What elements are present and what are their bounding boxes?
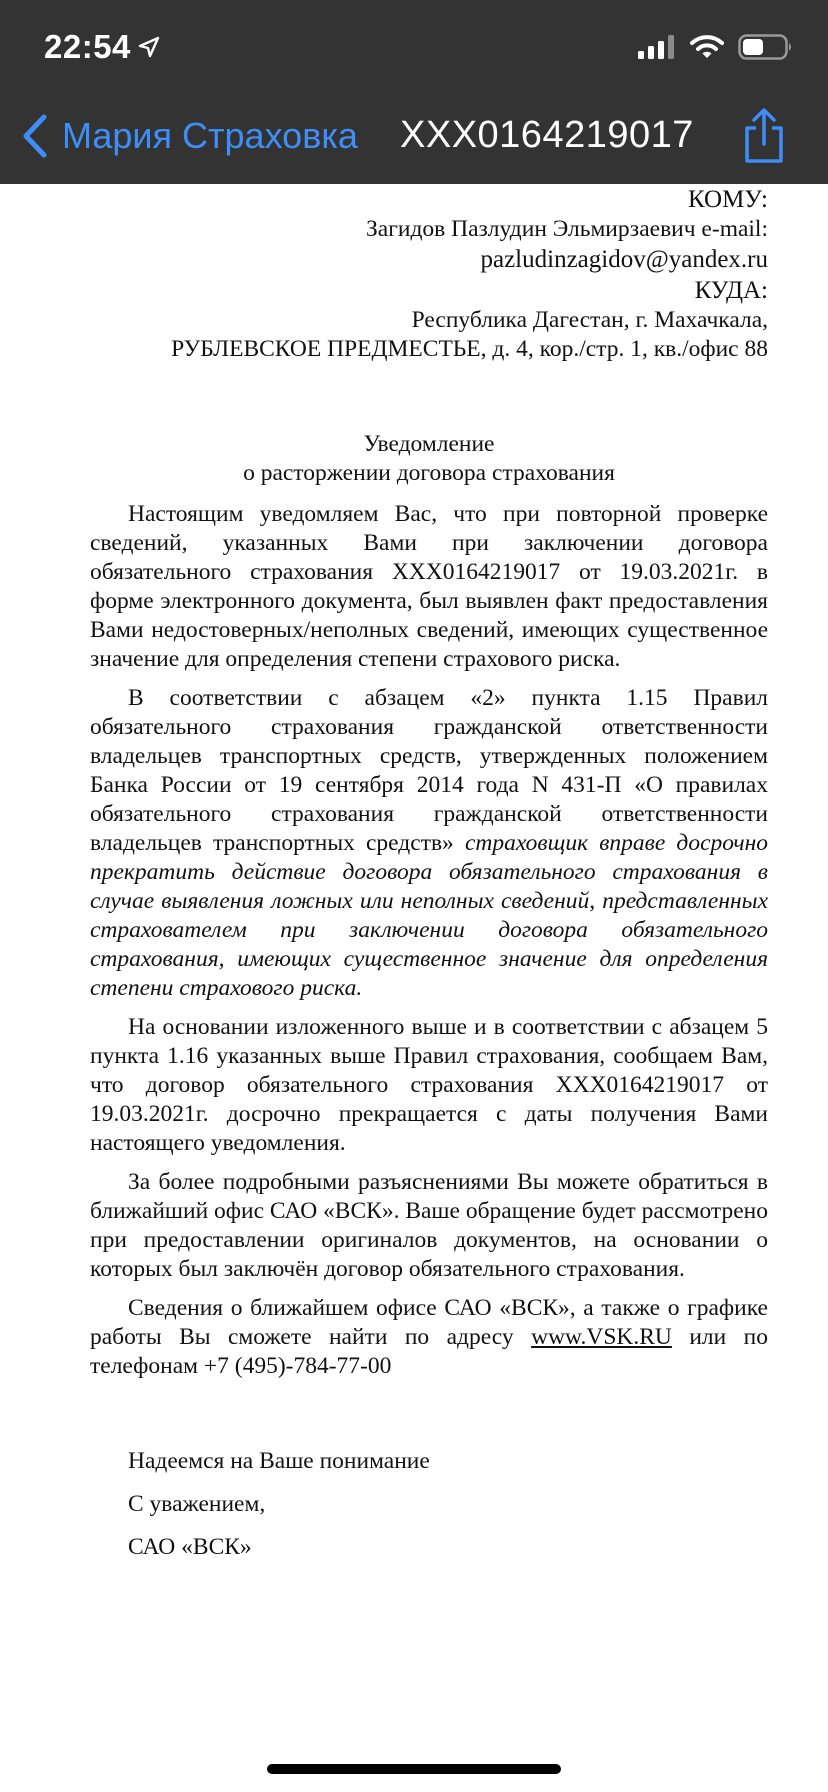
share-button[interactable] xyxy=(742,108,786,169)
back-button-label: Мария Страховка xyxy=(62,115,358,156)
back-button[interactable] xyxy=(22,114,358,158)
paragraph-2-italic: страховщик вправе досрочно прекратить действие договора обязательного страхования в случае выявления ложных или неполных сведений, представленных страхователем при заключении договора обязательного страхования, имеющих существенное значение для определения степени страхового риска. xyxy=(90,830,769,1001)
location-arrow-icon xyxy=(137,35,161,59)
home-indicator[interactable] xyxy=(267,1764,561,1774)
paragraph-2-text: В соответствии с абзацем «2» пункта 1.15 Правил обязательного страхования гражданской ответственности владельцев транспортных средств, утвержденных положением Банка России от 19 сентября 2014 года N 431-П «О правилах обязательного страхования гражданской ответственности владельцев транспортных средств» xyxy=(90,685,768,856)
status-time-text: 22:54 xyxy=(44,28,131,65)
top-bar xyxy=(0,0,828,184)
wifi-icon xyxy=(690,34,724,60)
document-body xyxy=(90,184,768,1576)
closing-signature: САО «ВСК» xyxy=(128,1534,252,1560)
cellular-signal-icon xyxy=(638,35,676,59)
address-line-2: РУБЛЕВСКОЕ ПРЕДМЕСТЬЕ, д. 4, кор./стр. 1, кв./офис 88 xyxy=(171,336,768,362)
closing-block xyxy=(90,1447,768,1562)
recipient-block xyxy=(90,184,768,364)
chevron-left-icon xyxy=(22,114,48,158)
to-label: КОМУ: xyxy=(687,186,768,213)
notice-title-line-2: о расторжении договора страхования xyxy=(243,460,615,486)
navigation-bar xyxy=(0,100,828,180)
where-label: КУДА: xyxy=(694,277,768,304)
paragraph-3: На основании изложенного выше и в соответствии с абзацем 5 пункта 1.16 указанных выше Правил страхования, сообщаем Вам, что договор обязательного страхования XXX0164219017 от 19.03.2021г. досрочно прекращается с даты получения Вами настоящего уведомления. xyxy=(90,1014,768,1156)
paragraph-5-phone: или по телефонам +7 (495)-784-77-00 xyxy=(90,1324,768,1379)
share-icon xyxy=(742,108,786,164)
status-time xyxy=(44,28,161,66)
paragraph-5-text: Сведения о ближайшем офисе САО «ВСК», а также о графике работы Вы сможете найти по адресу xyxy=(90,1295,768,1350)
notice-title xyxy=(90,430,768,488)
recipient-name: Загидов Пазлудин Эльмирзаевич e-mail: xyxy=(366,216,768,242)
paragraph-5 xyxy=(90,1294,768,1381)
status-indicators xyxy=(638,34,794,60)
battery-icon xyxy=(738,34,794,60)
closing-line-2: С уважением, xyxy=(128,1491,266,1517)
paragraph-1: Настоящим уведомляем Вас, что при повторной проверке сведений, указанных Вами при заключении договора обязательного страхования XXX0164219017 от 19.03.2021г. в форме электронного документа, был выявлен факт предоставления Вами недостоверных/неполных сведений, имеющих существенное значение для определения степени страхового риска. xyxy=(90,501,768,672)
recipient-email[interactable]: pazludinzagidov@yandex.ru xyxy=(480,246,768,273)
notice-title-line-1: Уведомление xyxy=(363,431,495,457)
vsk-website-link[interactable]: www.VSK.RU xyxy=(531,1324,672,1350)
address-line-1: Республика Дагестан, г. Махачкала, xyxy=(411,307,768,333)
paragraph-4: За более подробными разъяснениями Вы можете обратиться в ближайший офис САО «ВСК». Ваше обращение будет рассмотрено при предоставлении оригиналов документов, на основании о которых был заключён договор обязательного страхования. xyxy=(90,1169,768,1282)
paragraph-2 xyxy=(90,684,768,1003)
page-title: XXX0164219017 xyxy=(400,114,694,156)
closing-line-1: Надеемся на Ваше понимание xyxy=(128,1448,430,1474)
